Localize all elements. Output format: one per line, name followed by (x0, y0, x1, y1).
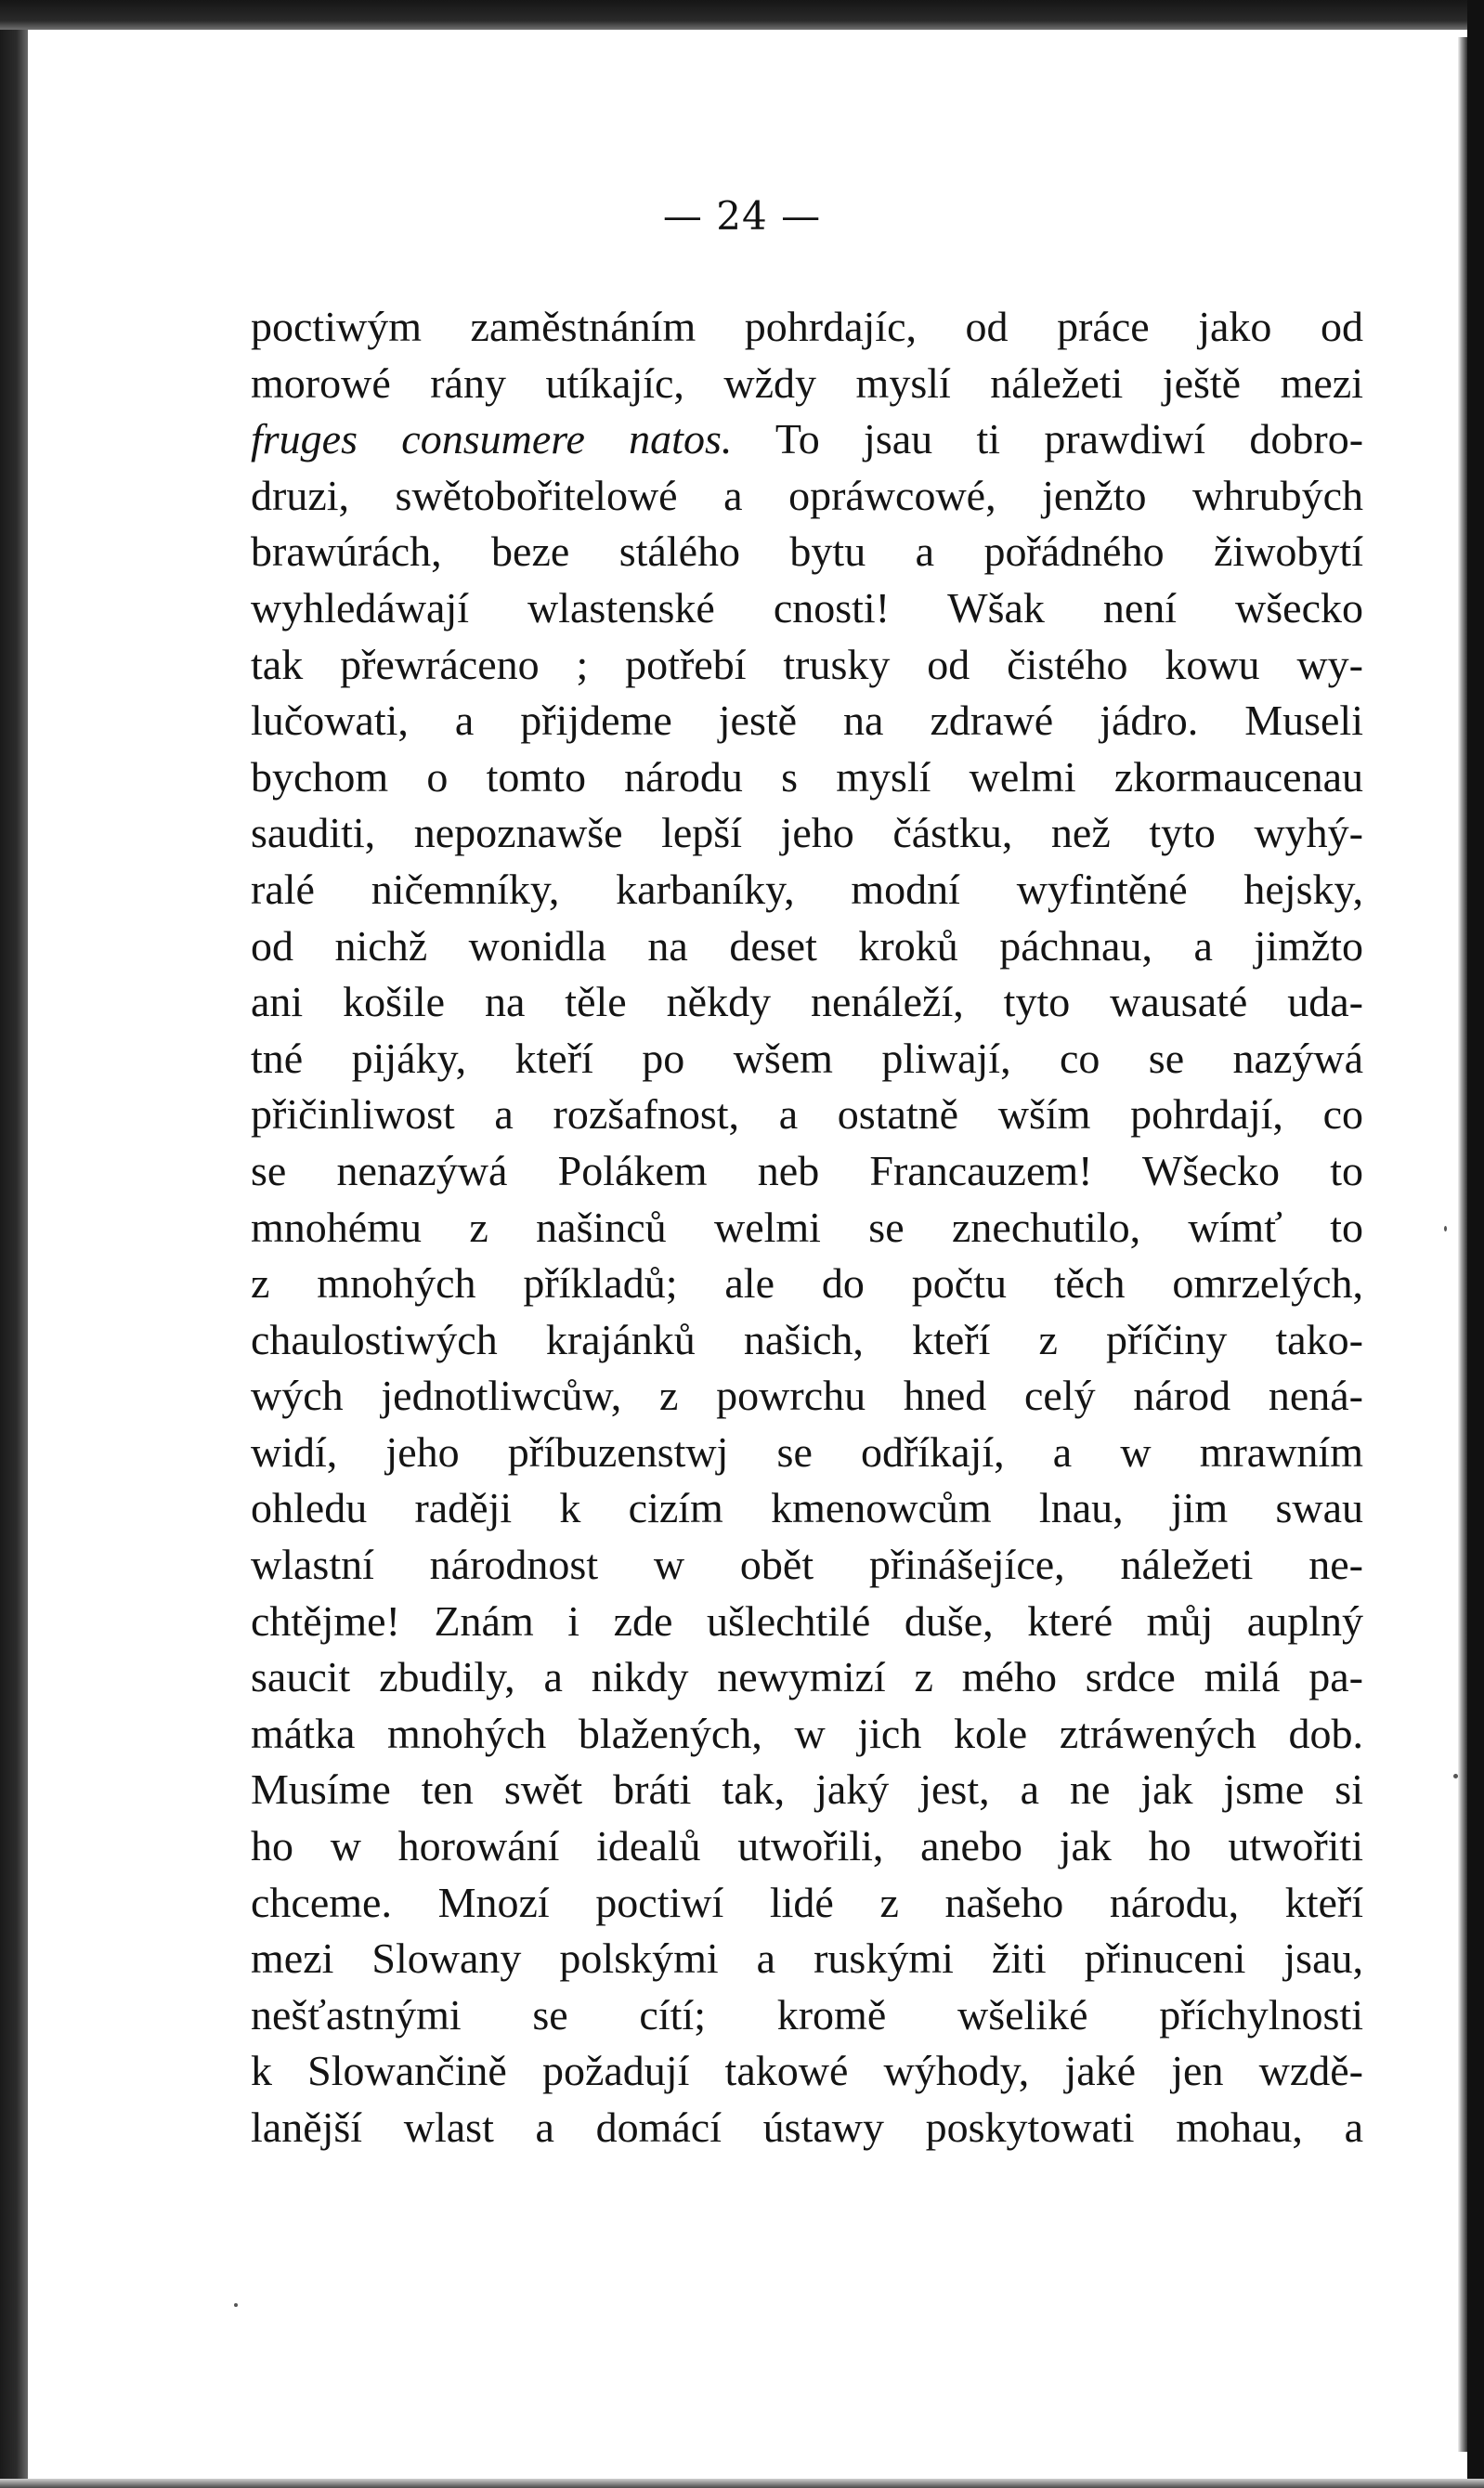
text-line: wlastní národnost w obět přinášejíce, náležeti ne- (251, 1541, 1363, 1589)
text-line: sauditi, nepoznawše lepší jeho částku, než tyto wyhý- (251, 809, 1363, 857)
text-line: ralé ničemníky, karbaníky, modní wyfintěné hejsky, (251, 865, 1363, 913)
text-line: wých jednotliwcůw, z powrchu hned celý národ nená- (251, 1372, 1363, 1420)
text-line: widí, jeho příbuzenstwj se odříkají, a w mrawním (251, 1427, 1363, 1476)
text-line: mezi Slowany polskými a ruskými žiti přinuceni jsau, (251, 1934, 1363, 1983)
text-line: ohledu raději k cizím kmenowcům lnau, jim swau (251, 1484, 1363, 1532)
text-line: ho w horowání idealů utwořili, anebo jak ho utwořiti (251, 1822, 1363, 1870)
text-line (251, 411, 1363, 468)
text-line: ani košile na těle někdy nenáleží, tyto wausaté uda- (251, 978, 1363, 1026)
text-line: od nichž wonidla na deset kroků páchnau, a jimžto (251, 921, 1363, 970)
text-line: k Slowančině požadují takowé wýhody, jaké jen wzdě- (251, 2047, 1363, 2095)
page-number: — 24 — (662, 193, 822, 239)
text-line: saucit zbudily, a nikdy newymizí z mého srdce milá pa- (251, 1653, 1363, 1701)
text-line: z mnohých příkladů; ale do počtu těch omrzelých, (251, 1259, 1363, 1308)
text-line: chtějme! Znám i zde ušlechtilé duše, které můj auplný (251, 1596, 1363, 1645)
page-top-edge-shadow (0, 0, 1484, 30)
text-line: brawúrách, beze stálého bytu a pořádného žiwobytí (251, 528, 1363, 576)
text-line: Musíme ten swět bráti tak, jaký jest, a ne jak jsme si (251, 1765, 1363, 1814)
paper-speck (1444, 1226, 1447, 1231)
text-line: wyhledáwají wlastenské cnosti! Wšak není wšecko (251, 583, 1363, 632)
body-text (251, 299, 1363, 2156)
text-line: tak přewráceno ; potřebí trusky od čistého kowu wy- (251, 640, 1363, 688)
text-line: bychom o tomto národu s myslí welmi zkormaucenau (251, 752, 1363, 801)
text-line: lanější wlast a domácí ústawy poskytowati mohau, a (251, 2104, 1363, 2151)
text-line: mnohému z našinců welmi se znechutilo, wímť to (251, 1203, 1363, 1251)
text-line: nešťastnými se cítí; kromě wšeliké příchylnosti (251, 1990, 1363, 2039)
text-line: poctiwým zaměstnáním pohrdajíc, od práce jako od (251, 303, 1363, 350)
text-line-continuation: To jsau ti prawdiwí dobro- (775, 415, 1363, 463)
text-line: se nenazýwá Polákem neb Francauzem! Wšecko to (251, 1146, 1363, 1194)
paper-speck (234, 2303, 238, 2307)
page-bottom-edge-shadow (0, 2479, 1484, 2488)
text-line: morowé rány utíkajíc, wždy myslí náležeti ještě mezi (251, 358, 1363, 407)
page-right-edge-shadow (1467, 0, 1484, 2488)
text-line: druzi, swětobořitelowé a opráwcowé, jenžto whrubých (251, 471, 1363, 519)
text-line: chaulostiwých krajánků našich, kteří z příčiny tako- (251, 1315, 1363, 1363)
text-line: přičinliwost a rozšafnost, a ostatně wším pohrdají, co (251, 1090, 1363, 1139)
latin-phrase: fruges consumere natos. (251, 415, 733, 463)
text-line: mátka mnohých blažených, w jich kole ztráwených dob. (251, 1709, 1363, 1757)
text-line: chceme. Mnozí poctiwí lidé z našeho národu, kteří (251, 1878, 1363, 1926)
text-line: tné pijáky, kteří po wšem pliwají, co se nazýwá (251, 1034, 1363, 1082)
text-line: lučowati, a přijdeme jestě na zdrawé jádro. Museli (251, 697, 1363, 745)
page-left-edge-shadow (0, 0, 28, 2488)
page-right-edge-gradient (1458, 37, 1467, 2452)
paper-speck (1453, 1774, 1458, 1778)
